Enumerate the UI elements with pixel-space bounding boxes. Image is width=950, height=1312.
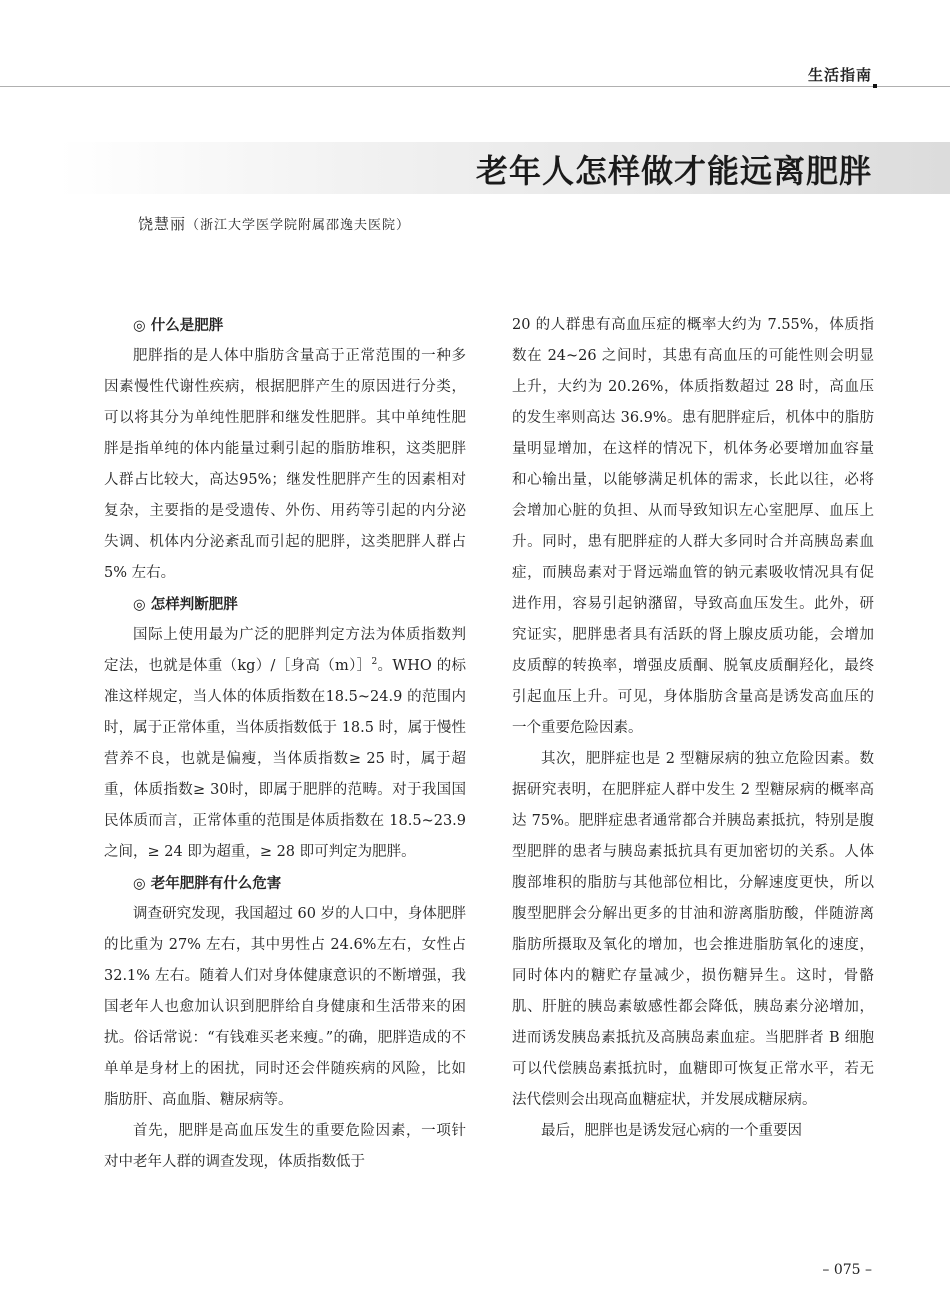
paragraph-definition: 肥胖指的是人体中脂肪含量高于正常范围的一种多因素慢性代谢性疾病，根据肥胖产生的原因进行分类，可以将其分为单纯性肥胖和继发性肥胖。其中单纯性肥胖是指单纯的体内能量过剩引起的脂肪堆积，这类肥胖人群占比较大，高达95%；继发性肥胖产生的因素相对复杂，主要指的是受遗传、外伤、用药等引起的内分泌失调、机体内分泌紊乱而引起的肥胖，这类肥胖人群占5% 左右。: [104, 348, 466, 581]
left-column: [104, 310, 466, 1178]
bmi-text-part-2: 。WHO 的标准这样规定，当人体的体质指数在18.5~24.9 的范围内时，属于正常体重，当体质指数低于 18.5 时，属于慢性营养不良，也就是偏瘦，当体质指数≥ 25 时，属于超重，体质指数≥ 30时，即属于肥胖的范畴。对于我国国民体质而言，正常体重的范围是体质指数在 18.5~23.9 之间，≥ 24 即为超重，≥ 28 即可判定为肥胖。: [104, 658, 467, 860]
section-marker-square: [873, 84, 877, 88]
header-rule: [0, 86, 950, 87]
byline: [138, 213, 410, 234]
paragraph-bmi-standard: [104, 620, 466, 868]
section-label: 生活指南: [807, 66, 872, 84]
paragraph-diabetes: 其次，肥胖症也是 2 型糖尿病的独立危险因素。数据研究表明，在肥胖症人群中发生 2 型糖尿病的概率高达 75%。肥胖症患者通常都合并胰岛素抵抗，特别是腹型肥胖的患者与胰岛素抵抗具有更加密切的关系。人体腹部堆积的脂肪与其他部位相比，分解速度更快，所以腹型肥胖会分解出更多的甘油和游离脂肪酸，伴随游离脂肪所摄取及氧化的增加，也会推进脂肪氧化的速度，同时体内的糖贮存量减少，损伤糖异生。这时，骨骼肌、肝脏的胰岛素敏感性都会降低，胰岛素分泌增加，进而诱发胰岛素抵抗及高胰岛素血症。当肥胖者 B 细胞可以代偿胰岛素抵抗时，血糖即可恢复正常水平，若无法代偿则会出现高血糖症状，并发展成糖尿病。: [512, 751, 874, 1108]
article-title: 老年人怎样做才能远离肥胖: [475, 152, 872, 190]
author-affiliation: （浙江大学医学院附属邵逸夫医院）: [186, 218, 411, 233]
bmi-text-part-1: 国际上使用最为广泛的肥胖判定方法为体质指数判定法，也就是体重（kg）/［身高（m）］: [104, 627, 466, 674]
page-number: – 075 –: [822, 1262, 872, 1278]
right-column: [512, 310, 874, 1147]
bmi-superscript: 2: [371, 657, 378, 668]
heading-how-to-judge: ◎ 怎样判断肥胖: [133, 596, 238, 613]
heading-what-is-obesity: ◎ 什么是肥胖: [133, 317, 224, 334]
author-name: 饶慧丽: [138, 215, 187, 233]
paragraph-hypertension-continued: 20 的人群患有高血压症的概率大约为 7.55%，体质指数在 24~26 之间时，其患有高血压的可能性则会明显上升，大约为 20.26%，体质指数超过 28 时，高血压的发生率则高达 36.9%。患有肥胖症后，机体中的脂肪量明显增加，在这样的情况下，机体务必要增加血容量和心输出量，以能够满足机体的需求，长此以往，必将会增加心脏的负担、从而导致知识左心室肥厚、血压上升。同时，患有肥胖症的人群大多同时合并高胰岛素血症，而胰岛素对于肾远端血管的钠元素吸收情况具有促进作用，容易引起钠潴留，导致高血压发生。此外，研究证实，肥胖患者具有活跃的肾上腺皮质功能，会增加皮质醇的转换率，增强皮质酮、脱氧皮质酮羟化，最终引起血压上升。可见，身体脂肪含量高是诱发高血压的一个重要危险因素。: [512, 317, 874, 736]
paragraph-hypertension-start: 首先，肥胖是高血压发生的重要危险因素，一项针对中老年人群的调查发现，体质指数低于: [104, 1123, 466, 1170]
heading-harms: ◎ 老年肥胖有什么危害: [133, 875, 282, 892]
paragraph-coronary: 最后，肥胖也是诱发冠心病的一个重要因: [541, 1123, 802, 1139]
paragraph-survey: 调查研究发现，我国超过 60 岁的人口中，身体肥胖的比重为 27% 左右，其中男性占 24.6%左右，女性占 32.1% 左右。随着人们对身体健康意识的不断增强，我国老年人也愈加认识到肥胖给自身健康和生活带来的困扰。俗话常说：“有钱难买老来瘦。”的确，肥胖造成的不单单是身材上的困扰，同时还会伴随疾病的风险，比如脂肪肝、高血脂、糖尿病等。: [104, 906, 466, 1108]
